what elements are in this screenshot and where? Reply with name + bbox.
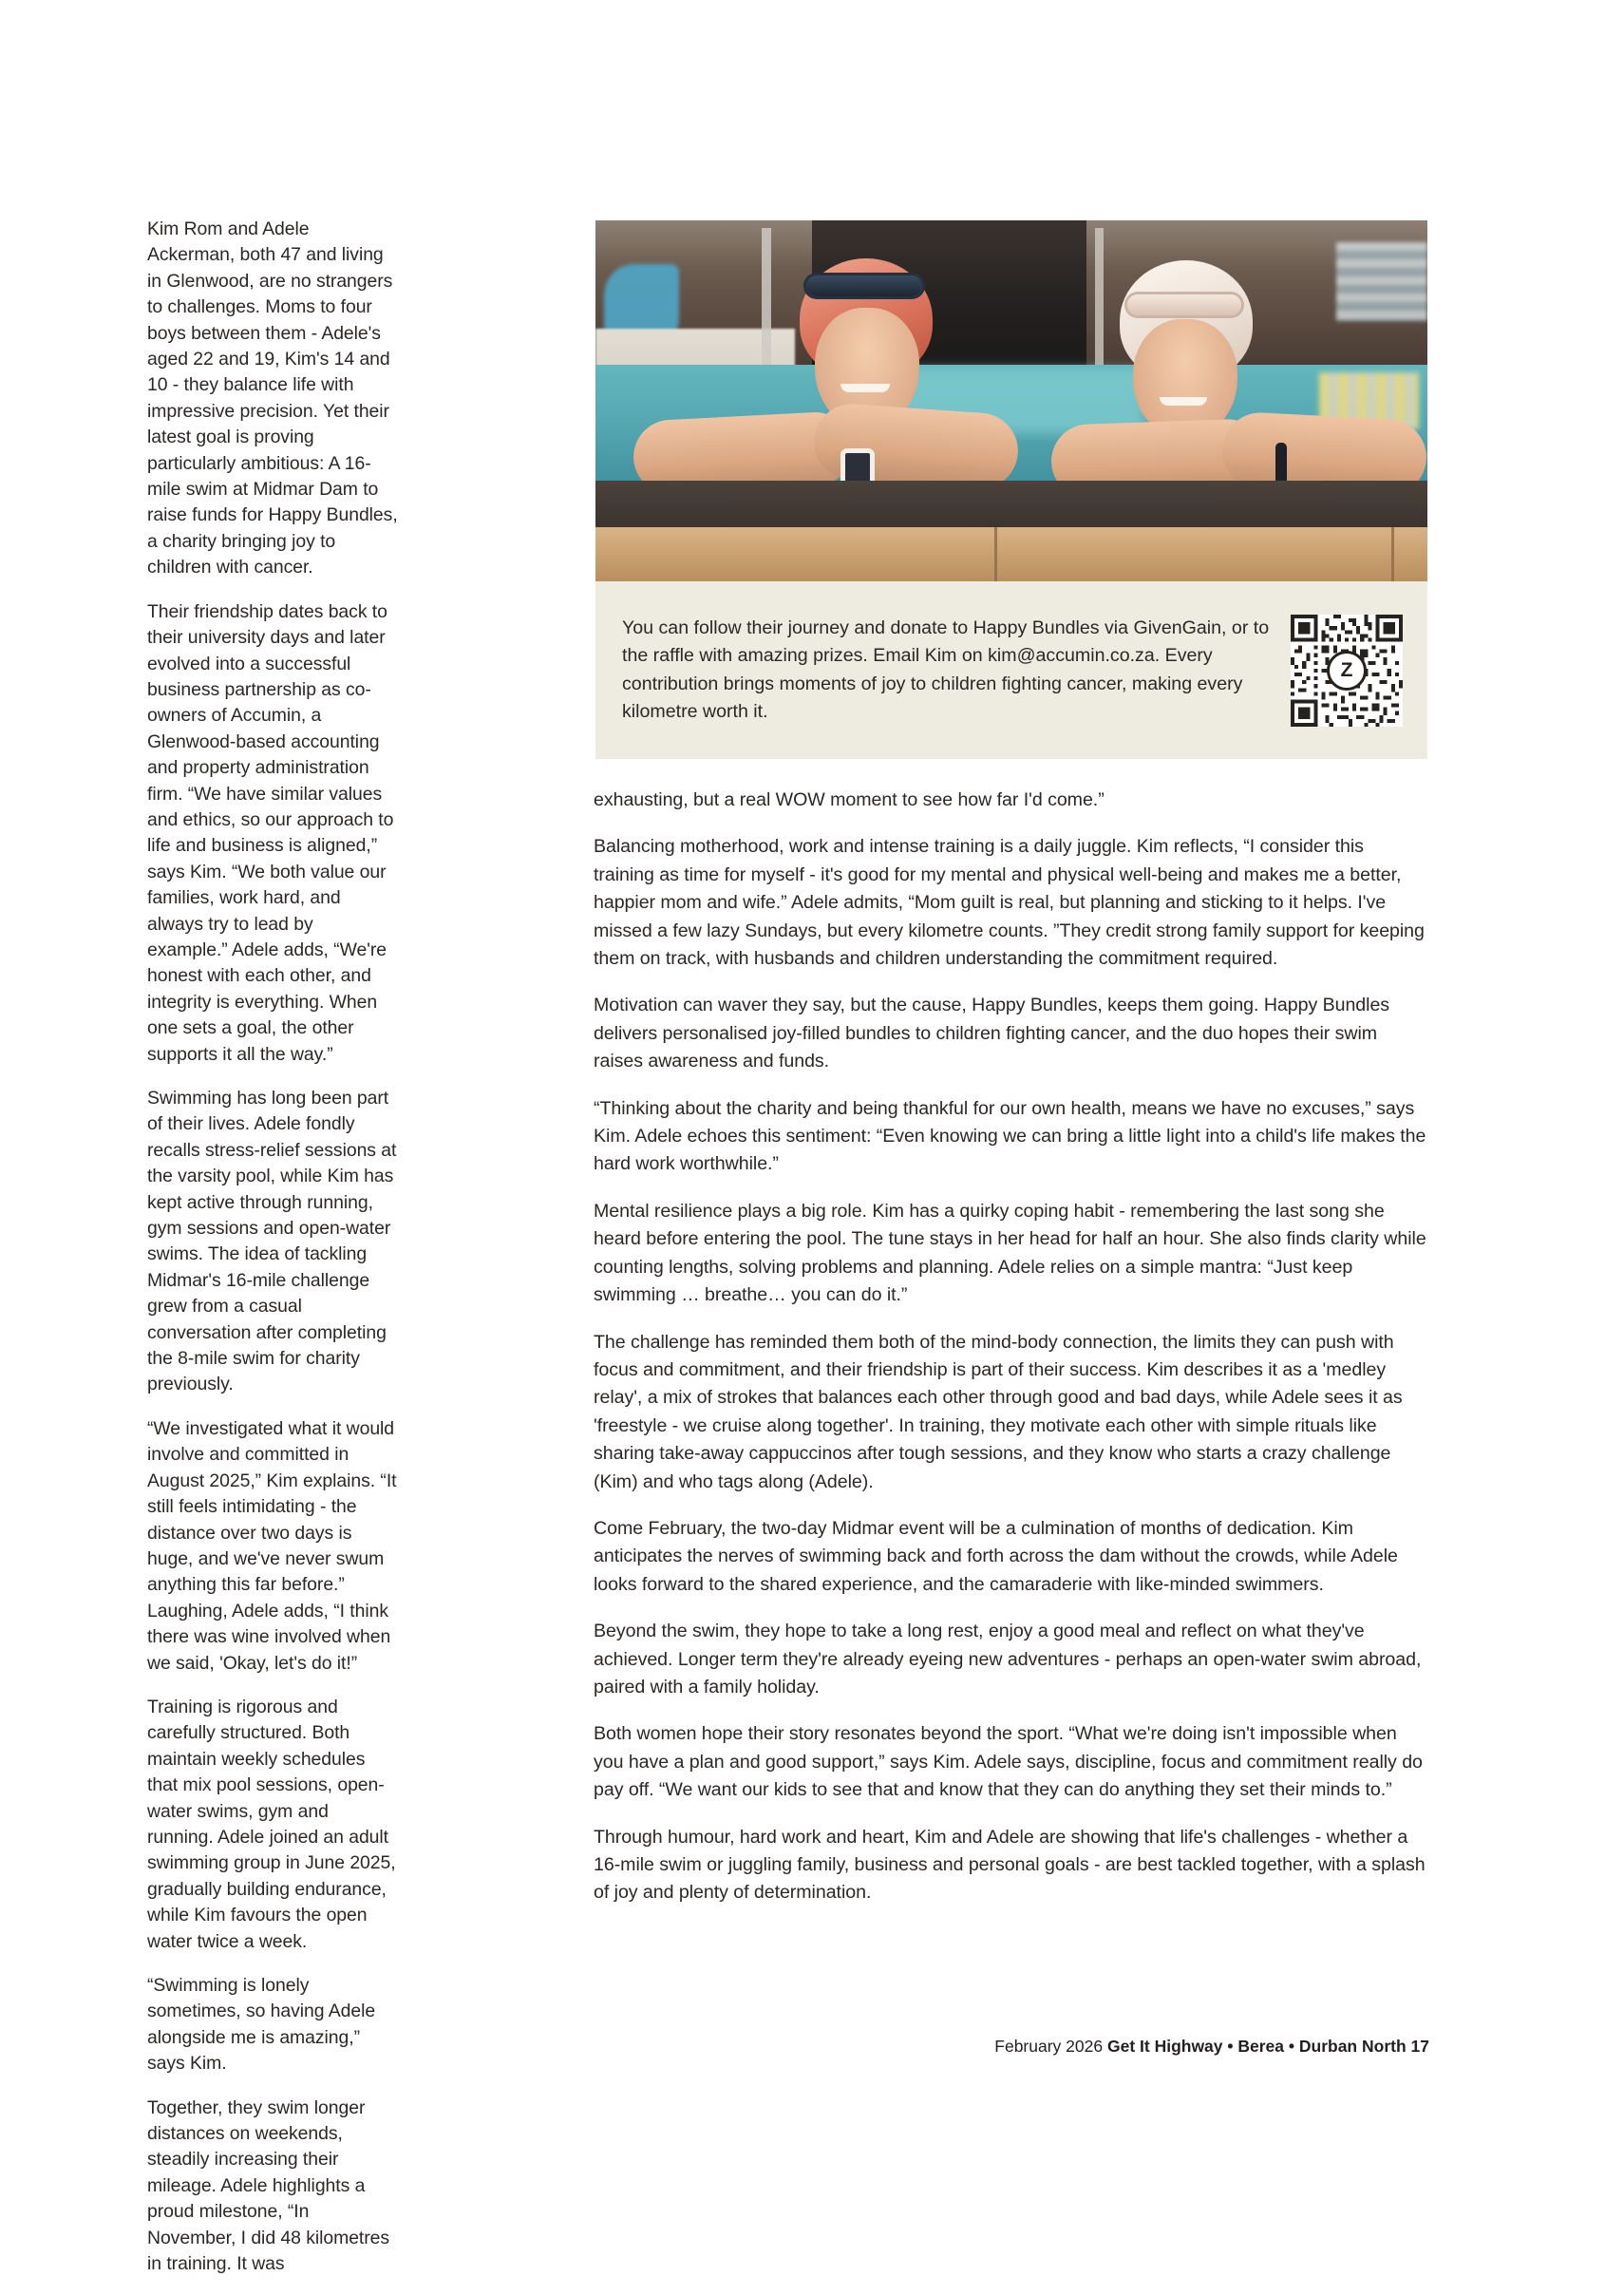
paragraph: Kim Rom and Adele Ackerman, both 47 and living in Glenwood, are no strangers to challenges. Moms to four boys between them - Adele's aged 22 and 19, Kim's 14 and 10 - they balance life with impressive precision. Yet their latest goal is proving particularly ambitious: A 16-mile swim at Midmar Dam to raise funds for Happy Bundles, a charity bringing joy to children with cancer. xyxy=(147,218,398,578)
footer-publication: Get It Highway • Berea • Durban North xyxy=(1106,2037,1407,2056)
paragraph: exhausting, but a real WOW moment to see how far I'd come.” xyxy=(594,789,1105,810)
paragraph: Mental resilience plays a big role. Kim has a quirky coping habit - remembering the last song she heard before entering the pool. The tune stays in her head for half an hour. She also finds clarity while counting lengths, solving problems and planning. Adele relies on a simple mantra: “Just keep swimming … breathe… you can do it.” xyxy=(594,1200,1426,1306)
goggles-left xyxy=(806,275,922,296)
paragraph: “Thinking about the charity and being thankful for our own health, means we have no excuses,” says Kim. Adele echoes this sentiment: “Even knowing we can bring a little light into a child's life makes the hard work worthwhile.” xyxy=(594,1097,1426,1175)
photo-wooden-deck xyxy=(595,527,1427,581)
paragraph: Motivation can waver they say, but the cause, Happy Bundles, keeps them going. Happy Bundles delivers personalised joy-filled bundles to children fighting cancer, and the duo hopes their swim raises awareness and funds. xyxy=(594,995,1390,1072)
paragraph: Together, they swim longer distances on weekends, steadily increasing their mileage. Adele highlights a proud milestone, “In November, I did 48 kilometres in training. It was xyxy=(147,2096,390,2275)
footer-issue: February 2026 xyxy=(994,2037,1104,2056)
wristband-right xyxy=(1275,443,1287,484)
paragraph: Balancing motherhood, work and intense training is a daily juggle. Kim reflects, “I consider this training as time for myself - it's good for my mental and physical well-being and makes me a better, happier mom and wife.” Adele admits, “Mom guilt is real, but planning and sticking to it helps. I've missed a few lazy Sundays, but every kilometre counts. ”They credit strong family support for keeping them on track, with husbands and children understanding the commitment required. xyxy=(594,836,1425,970)
photo-canvas xyxy=(595,220,1427,581)
qr-code-icon[interactable] xyxy=(1291,615,1403,727)
paragraph: Swimming has long been part of their lives. Adele fondly recalls stress-relief sessions at the varsity pool, while Kim has kept active through running, gym sessions and open-water swims. The idea of tackling Midmar's 16-mile challenge grew from a casual conversation after completing the 8-mile swim for charity previously. xyxy=(147,1088,397,1395)
smile-right xyxy=(1160,397,1207,406)
photo-pool-edge xyxy=(595,481,1427,527)
article-right-column xyxy=(594,787,1429,1926)
page-footer xyxy=(0,2037,1429,2057)
photo-deck-seam-2 xyxy=(1391,527,1394,581)
paragraph: Training is rigorous and carefully structured. Both maintain weekly schedules that mix pool sessions, open-water swims, gym and running. Adele joined an adult swimming group in June 2025, gradually building endurance, while Kim favours the open water twice a week. xyxy=(147,1696,396,1952)
article-left-column xyxy=(147,217,398,2295)
photo-lane-markers-top xyxy=(1336,242,1427,322)
photo-caption-box xyxy=(595,581,1427,759)
caption-text: You can follow their journey and donate to Happy Bundles via GivenGain, or to the raffle with amazing prizes. Email Kim on kim@accumin.co.za. Every contribution brings moments of joy to children fighting cancer, making every kilometre worth it. xyxy=(622,616,1270,722)
paragraph: “We investigated what it would involve and committed in August 2025,” Kim explains. “It still feels intimidating - the distance over two days is huge, and we've never swum anything this far before.” Laughing, Adele adds, “I think there was wine involved when we said, 'Okay, let's do it!” xyxy=(147,1417,397,1674)
paragraph: Both women hope their story resonates beyond the sport. “What we're doing isn't impossible when you have a plan and good support,” says Kim. Adele says, discipline, focus and commitment really do pay off. “We want our kids to see that and know that they can do anything they set their minds to.” xyxy=(594,1723,1423,1801)
paragraph: Come February, the two-day Midmar event will be a culmination of months of dedication. Kim anticipates the nerves of swimming back and forth across the dam without the crowds, while Adele looks forward to the shared experience, and the camaraderie with like-minded swimmers. xyxy=(594,1517,1398,1595)
article-photo xyxy=(595,220,1427,581)
paragraph: Their friendship dates back to their university days and later evolved into a successful business partnership as co-owners of Accumin, a Glenwood-based accounting and property administration firm. “We have similar values and ethics, so our approach to life and business is aligned,” says Kim. “We both value our families, work hard, and always try to lead by example.” Adele adds, “We're honest with each other, and integrity is everything. When one sets a goal, the other supports it all the way.” xyxy=(147,600,394,1065)
paragraph: Through humour, hard work and heart, Kim and Adele are showing that life's challenges - whether a 16-mile swim or juggling family, business and personal goals - are best tackled together, with a splash of joy and plenty of determination. xyxy=(594,1826,1426,1904)
smile-left xyxy=(840,384,890,392)
paragraph: “Swimming is lonely sometimes, so having Adele alongside me is amazing,” says Kim. xyxy=(147,1975,376,2075)
photo-rail-left xyxy=(762,228,771,372)
photo-rail-right xyxy=(1095,228,1105,372)
photo-deck-seam-1 xyxy=(994,527,997,581)
paragraph: The challenge has reminded them both of the mind-body connection, the limits they can push with focus and commitment, and their friendship is part of their success. Kim describes it as a 'medley relay', a mix of strokes that balances each other through good and bad days, while Adele sees it as 'freestyle - we cruise along together'. In training, they motivate each other with simple rituals like sharing take-away cappuccinos after tough sessions, and they know who starts a crazy challenge (Kim) and who tags along (Adele). xyxy=(594,1331,1403,1492)
page-number: 17 xyxy=(1410,2037,1429,2056)
qr-center-logo: Z xyxy=(1327,651,1367,691)
paragraph: Beyond the swim, they hope to take a long rest, enjoy a good meal and reflect on what they've achieved. Longer term they're already eyeing new adventures - perhaps an open-water swim abroad, paired with a family holiday. xyxy=(594,1621,1422,1698)
goggles-right xyxy=(1127,294,1241,315)
